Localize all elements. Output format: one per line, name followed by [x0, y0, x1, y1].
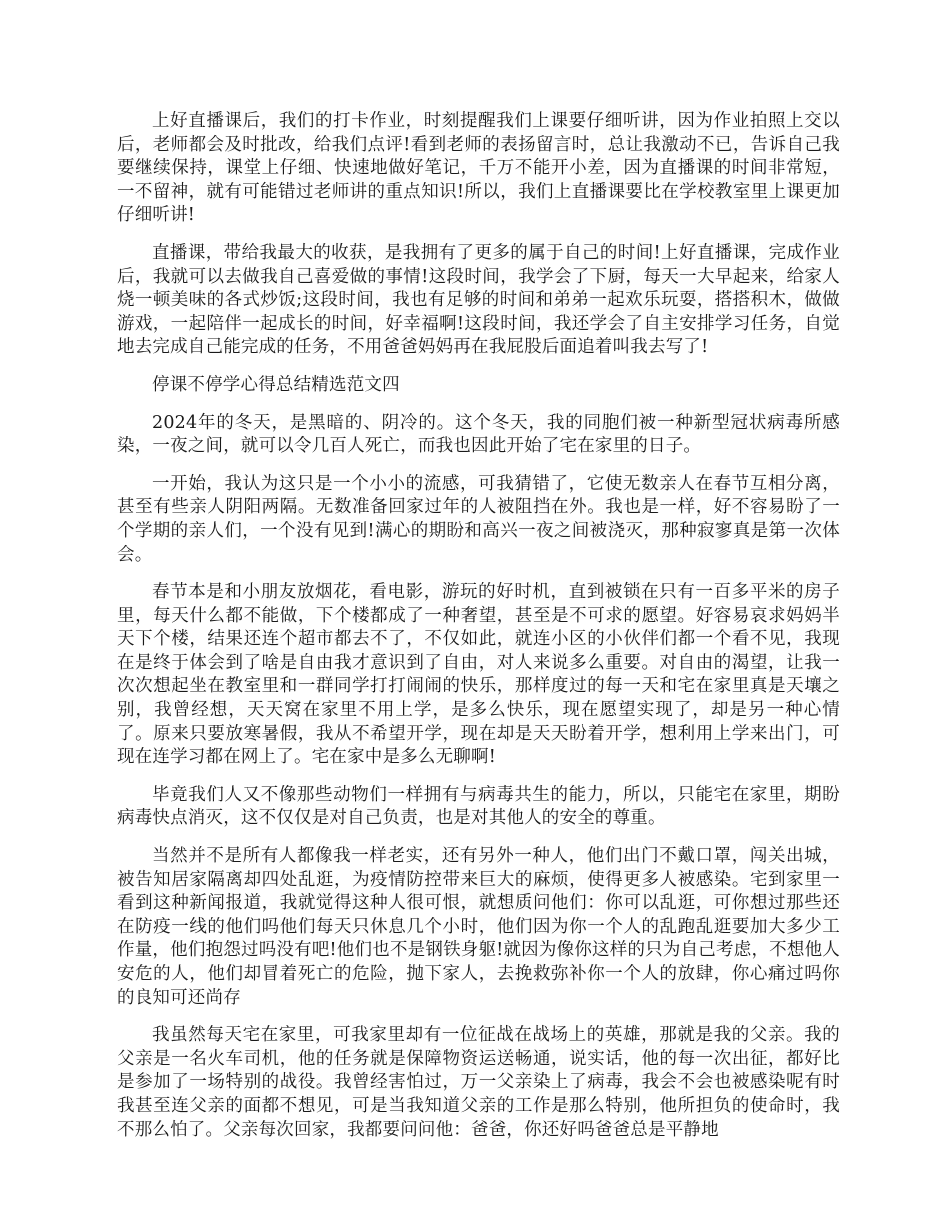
- paragraph: 上好直播课后，我们的打卡作业，时刻提醒我们上课要仔细听讲，因为作业拍照上交以后，老师都会及时批改，给我们点评!看到老师的表扬留言时，总让我激动不已，告诉自己我要继续保持，课堂上仔细、快速地做好笔记，千万不能开小差，因为直播课的时间非常短，一不留神，就有可能错过老师讲的重点知识!所以，我们上直播课要比在学校教室里上课更加仔细听讲!: [117, 111, 840, 226]
- section-heading: 停课不停学心得总结精选范文四: [152, 374, 400, 395]
- paragraph: 毕竟我们人又不像那些动物们一样拥有与病毒共生的能力，所以，只能宅在家里，期盼病毒快点消灭，这不仅仅是对自己负责，也是对其他人的安全的尊重。: [117, 784, 840, 829]
- paragraph: 一开始，我认为这只是一个小小的流感，可我猜错了，它使无数亲人在春节互相分离，甚至有些亲人阴阳两隔。无数准备回家过年的人被阻挡在外。我也是一样，好不容易盼了一个学期的亲人们，一个没有见到!满心的期盼和高兴一夜之间被浇灭，那种寂寥真是第一次体会。: [117, 473, 840, 565]
- paragraph: 我虽然每天宅在家里，可我家里却有一位征战在战场上的英雄，那就是我的父亲。我的父亲是一名火车司机，他的任务就是保障物资运送畅通，说实话，他的每一次出征，都好比是参加了一场特别的战役。我曾经害怕过，万一父亲染上了病毒，我会不会也被感染呢有时我甚至连父亲的面都不想见，可是当我知道父亲的工作是那么特别，他所担负的使命时，我不那么怕了。父亲每次回家，我都要问问他：爸爸，你还好吗爸爸总是平静地: [117, 1025, 840, 1140]
- paragraph: 2024年的冬天，是黑暗的、阴冷的。这个冬天，我的同胞们被一种新型冠状病毒所感染，一夜之间，就可以令几百人死亡，而我也因此开始了宅在家里的日子。: [117, 412, 840, 457]
- document-body: [117, 110, 840, 1156]
- paragraph: 当然并不是所有人都像我一样老实，还有另外一种人，他们出门不戴口罩，闯关出城，被告知居家隔离却四处乱逛，为疫情防控带来巨大的麻烦，使得更多人被感染。宅到家里一看到这种新闻报道，我就觉得这种人很可恨，就想质问他们：你可以乱逛，可你想过那些还在防疫一线的他们吗他们每天只休息几个小时，他们因为你一个人的乱跑乱逛要加大多少工作量，他们抱怨过吗没有吧!他们也不是钢铁身躯!就因为像你这样的只为自己考虑，不想他人安危的人，他们却冒着死亡的危险，抛下家人，去挽救弥补你一个人的放肆，你心痛过吗你的良知可还尚存: [117, 846, 840, 1008]
- paragraph: 春节本是和小朋友放烟花，看电影，游玩的好时机，直到被锁在只有一百多平米的房子里，每天什么都不能做，下个楼都成了一种奢望，甚至是不可求的愿望。好容易哀求妈妈半天下个楼，结果还连个超市都去不了，不仅如此，就连小区的小伙伴们都一个看不见，我现在是终于体会到了啥是自由我才意识到了自由，对人来说多么重要。对自由的渴望，让我一次次想起坐在教室里和一群同学打打闹闹的快乐，那样度过的每一天和宅在家里真是天壤之别，我曾经想，天天窝在家里不用上学，是多么快乐，现在愿望实现了，却是另一种心情了。原来只要放寒暑假，我从不希望开学，现在却是天天盼着开学，想利用上学来出门，可现在连学习都在网上了。宅在家中是多么无聊啊!: [117, 582, 840, 768]
- paragraph: 直播课，带给我最大的收获，是我拥有了更多的属于自己的时间!上好直播课，完成作业后，我就可以去做我自己喜爱做的事情!这段时间，我学会了下厨，每天一大早起来，给家人烧一顿美味的各式炒饭;这段时间，我也有足够的时间和弟弟一起欢乐玩耍，搭搭积木，做做游戏，一起陪伴一起成长的时间，好幸福啊!这段时间，我还学会了自主安排学习任务，自觉地去完成自己能完成的任务，不用爸爸妈妈再在我屁股后面追着叫我去写了!: [117, 242, 840, 358]
